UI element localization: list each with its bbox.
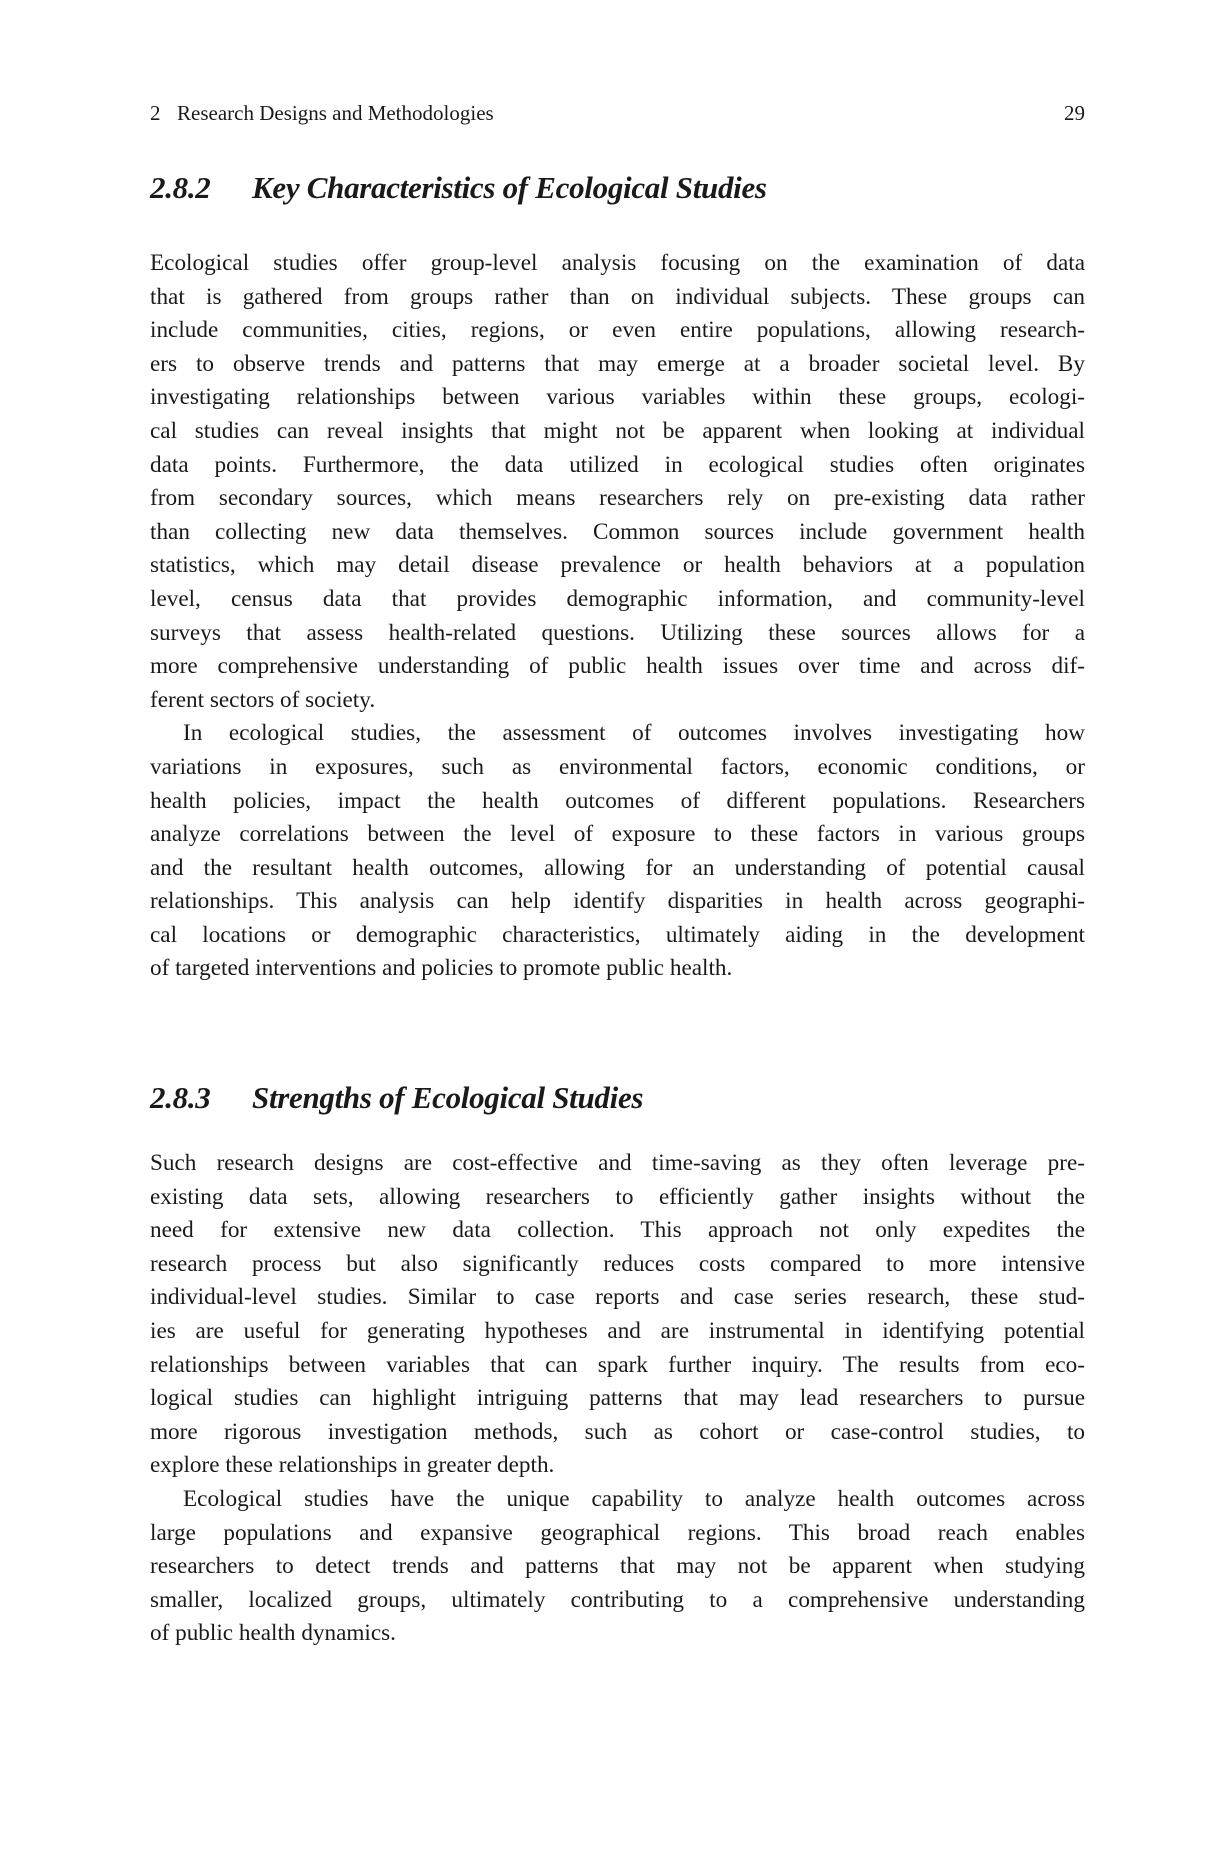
chapter-title: Research Designs and Methodologies (177, 101, 494, 125)
text-line: more rigorous investigation methods, such as cohort or case-control studies, to (150, 1418, 1085, 1445)
text-line: of public health dynamics. (150, 1620, 396, 1647)
text-line: and the resultant health outcomes, allowing for an understanding of potential causal (150, 854, 1085, 881)
text-line: variations in exposures, such as environmental factors, economic conditions, or (150, 753, 1085, 780)
text-line: analyze correlations between the level of exposure to these factors in various groups (150, 821, 1085, 848)
section-body-2-8-2 (150, 247, 1085, 986)
paragraph (150, 1147, 1085, 1483)
text-line: individual-level studies. Similar to case reports and case series research, these stud- (150, 1284, 1085, 1311)
text-line: ers to observe trends and patterns that may emerge at a broader societal level. By (150, 350, 1085, 377)
text-line: investigating relationships between various variables within these groups, ecologi- (150, 384, 1085, 411)
text-line: surveys that assess health-related questions. Utilizing these sources allows for a (150, 619, 1085, 646)
text-line: health policies, impact the health outcomes of different populations. Researchers (150, 787, 1085, 814)
text-line: researchers to detect trends and patterns that may not be apparent when studying (150, 1553, 1085, 1580)
text-line: smaller, localized groups, ultimately contributing to a comprehensive understanding (150, 1586, 1085, 1613)
paragraph (150, 1483, 1085, 1651)
text-line: ferent sectors of society. (150, 686, 376, 713)
text-line: level, census data that provides demographic information, and community-level (150, 585, 1085, 612)
text-line: relationships between variables that can spark further inquiry. The results from eco- (150, 1351, 1085, 1378)
page-number: 29 (1064, 101, 1085, 125)
chapter-number: 2 (150, 101, 161, 125)
text-line: logical studies can highlight intriguing patterns that may lead researchers to pursue (150, 1385, 1085, 1412)
text-line: than collecting new data themselves. Common sources include government health (150, 518, 1085, 545)
section-number: 2.8.3 (150, 1080, 211, 1115)
section-body-2-8-3 (150, 1147, 1085, 1651)
text-line: In ecological studies, the assessment of outcomes involves investigating how (183, 720, 1085, 747)
text-line: statistics, which may detail disease prevalence or health behaviors at a population (150, 552, 1085, 579)
text-line: cal studies can reveal insights that might not be apparent when looking at individual (150, 417, 1085, 444)
text-line: of targeted interventions and policies to promote public health. (150, 955, 733, 982)
text-line: Ecological studies have the unique capability to analyze health outcomes across (183, 1485, 1085, 1512)
text-line: from secondary sources, which means researchers rely on pre-existing data rather (150, 485, 1085, 512)
section-title: Strengths of Ecological Studies (252, 1080, 644, 1115)
section-number: 2.8.2 (150, 170, 211, 205)
text-line: that is gathered from groups rather than on individual subjects. These groups can (150, 283, 1085, 310)
text-line: relationships. This analysis can help identify disparities in health across geographi- (150, 888, 1085, 915)
section-title: Key Characteristics of Ecological Studies (252, 170, 767, 205)
text-line: large populations and expansive geographical regions. This broad reach enables (150, 1519, 1085, 1546)
text-line: data points. Furthermore, the data utilized in ecological studies often originates (150, 451, 1085, 478)
text-line: Such research designs are cost-effective and time-saving as they often leverage pre- (150, 1150, 1085, 1176)
text-line: more comprehensive understanding of public health issues over time and across dif- (150, 653, 1085, 680)
text-line: explore these relationships in greater depth. (150, 1452, 555, 1479)
text-line: existing data sets, allowing researchers to efficiently gather insights without the (150, 1183, 1085, 1210)
text-line: cal locations or demographic characteristics, ultimately aiding in the development (150, 921, 1085, 948)
section-heading-2-8-2 (150, 168, 767, 208)
section-heading-2-8-3 (150, 1078, 643, 1118)
text-line: need for extensive new data collection. This approach not only expedites the (150, 1217, 1085, 1244)
paragraph (150, 247, 1085, 717)
paragraph (150, 717, 1085, 986)
text-line: ies are useful for generating hypotheses and are instrumental in identifying potential (150, 1317, 1085, 1344)
running-header (150, 98, 1085, 128)
text-line: include communities, cities, regions, or even entire populations, allowing research- (150, 317, 1085, 344)
text-line: research process but also significantly reduces costs compared to more intensive (150, 1250, 1085, 1277)
text-line: Ecological studies offer group-level analysis focusing on the examination of data (150, 250, 1085, 276)
